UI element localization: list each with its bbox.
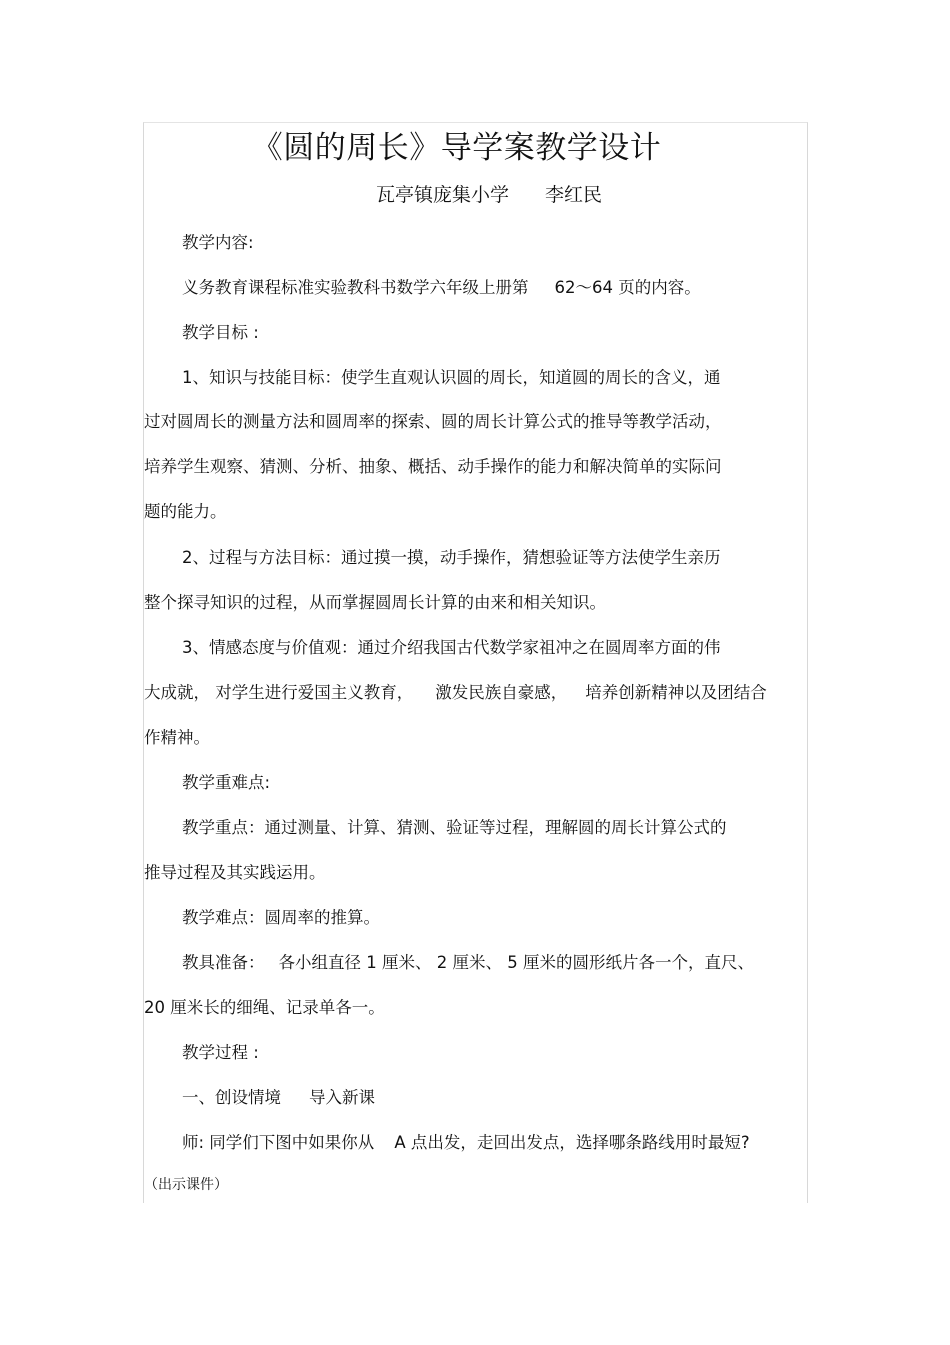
section-one-heading	[182, 1084, 375, 1108]
difficult-point: 教学难点：圆周率的推算。	[182, 908, 380, 927]
content-text-b: 62～64 页的内容。	[554, 278, 701, 297]
materials-line-2: 20 厘米长的细绳、记录单各一。	[144, 998, 385, 1017]
courseware-note: （出示课件）	[144, 1177, 228, 1193]
section-one-part-b: 导入新课	[309, 1088, 375, 1107]
objective-3-part-c: 培养创新精神以及团结合	[585, 683, 767, 702]
objective-3-line-1: 3、情感态度与价值观：通过介绍我国古代数学家祖冲之在圆周率方面的伟	[182, 638, 721, 657]
author-line	[376, 180, 602, 207]
objective-1-line-2: 过对圆周长的测量方法和圆周率的探索、圆的周长计算公式的推导等教学活动，	[144, 412, 722, 431]
objective-1-line-1: 1、知识与技能目标：使学生直观认识圆的周长，知道圆的周长的含义，通	[182, 368, 721, 387]
objective-2-line-2: 整个探寻知识的过程，从而掌握圆周长计算的由来和相关知识。	[144, 593, 606, 612]
heading-process: 教学过程 :	[182, 1043, 259, 1062]
objective-2-line-1: 2、过程与方法目标：通过摸一摸，动手操作，猜想验证等方法使学生亲历	[182, 548, 721, 567]
author-name: 李红民	[545, 184, 603, 206]
key-point-line-2: 推导过程及其实践运用。	[144, 863, 326, 882]
objective-3-part-a: 大成就， 对学生进行爱国主义教育，	[144, 683, 414, 702]
objective-3-part-b: 激发民族自豪感，	[435, 683, 568, 702]
objective-1-line-3: 培养学生观察、猜测、分析、抽象、概括、动手操作的能力和解决简单的实际问	[144, 457, 722, 476]
materials-line-1	[182, 949, 754, 973]
document-title: 《圆的周长》导学案教学设计	[251, 130, 662, 166]
key-point-line-1: 教学重点：通过测量、计算、猜测、验证等过程，理解圆的周长计算公式的	[182, 818, 727, 837]
objective-1-line-4: 题的能力。	[144, 502, 227, 521]
heading-content: 教学内容:	[182, 233, 254, 252]
author-school: 瓦亭镇庞集小学	[376, 184, 510, 206]
heading-key-points: 教学重难点:	[182, 773, 271, 792]
content-text	[182, 274, 701, 298]
heading-objectives: 教学目标 :	[182, 323, 259, 342]
teacher-question-b: A 点出发，走回出发点，选择哪条路线用时最短?	[394, 1133, 750, 1152]
objective-3-line-2	[144, 679, 767, 703]
objective-3-line-3: 作精神。	[144, 728, 210, 747]
teacher-question	[182, 1129, 750, 1153]
materials-label: 教具准备：	[182, 953, 265, 972]
materials-text: 各小组直径 1 厘米、 2 厘米、 5 厘米的圆形纸片各一个，直尺、	[278, 953, 754, 972]
section-one-part-a: 一、创设情境	[182, 1088, 281, 1107]
teacher-question-a: 师: 同学们下图中如果你从	[182, 1133, 375, 1152]
content-text-a: 义务教育课程标准实验教科书数学六年级上册第	[182, 278, 529, 297]
